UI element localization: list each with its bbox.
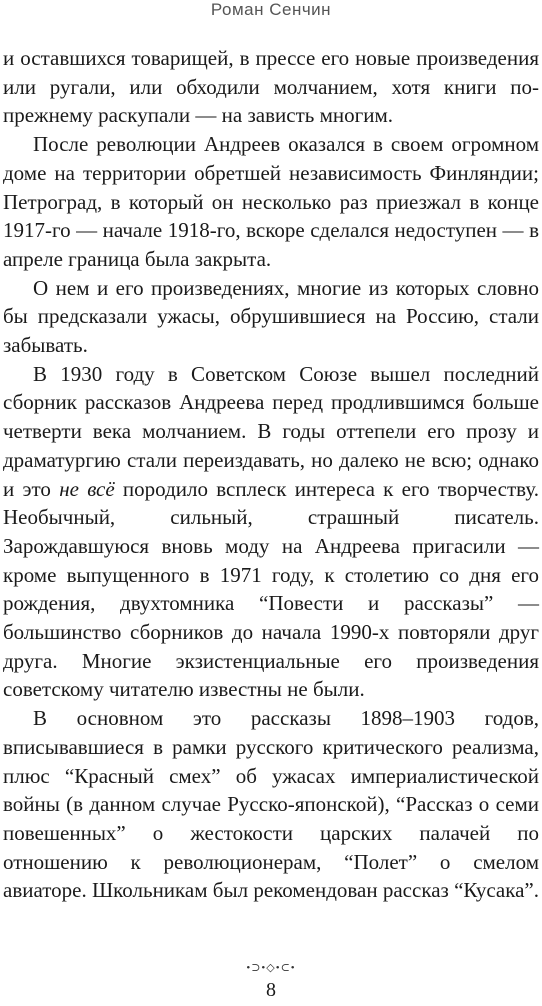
paragraph-5: В основном это рассказы 1898–1903 годов, вписывавшиеся в рамки русского критического реализма, плюс “Красный смех” об ужасах империалистической войны (в данном случае Русско-японской), “Рассказ о семи повешенных” о жестокости царских палачей по отношению к революционерам, “Полет” о смелом авиаторе. Школьникам был рекомендован рассказ “Кусака”. (3, 706, 539, 903)
folio-ornament: •⊃•◇•⊂• (246, 962, 296, 974)
paragraph-4-part-a: В 1930 году в Советском Союзе вышел последний сборник рассказов Андреева перед продлившимся больше четверти века молчанием. В годы оттепели его прозу и драматургию стали переиздавать, но далеко не всю; однако и это (3, 361, 539, 501)
paragraph-4-part-b: породило всплеск интереса к его творчеству. Необычный, сильный, страшный писатель. Зарождавшуюся вновь моду на Андреева пригасили — кроме выпущенного в 1971 году, к столетию со дня его рождения, двухтомника “Повести и рассказы” — большинство сборников до начала 1990-х повторяли друг друга. Многие экзистенциальные его произведения советскому читателю известны не были. (3, 476, 539, 702)
paragraph-4 (3, 360, 539, 704)
page-body (3, 44, 539, 905)
paragraph-1: и оставшихся товарищей, в прессе его новые произведения или ругали, или обходили молчанием, хотя книги по-прежнему раскупали — на зависть многим. (3, 46, 539, 128)
running-head-author: Роман Сенчин (210, 0, 332, 19)
paragraph-4-emphasis: не всё (59, 476, 115, 501)
paragraph-2: После революции Андреев оказался в своем огромном доме на территории обретшей независимость Финляндии; Петроград, в который он несколько раз приезжал в конце 1917-го — начале 1918-го, вскоре сделался недоступен — в апреле граница была закрыта. (3, 132, 539, 271)
paragraph-3: О нем и его произведениях, многие из которых словно бы предсказали ужасы, обрушившиеся на Россию, стали забывать. (3, 275, 539, 358)
page-number: 8 (266, 979, 276, 1001)
